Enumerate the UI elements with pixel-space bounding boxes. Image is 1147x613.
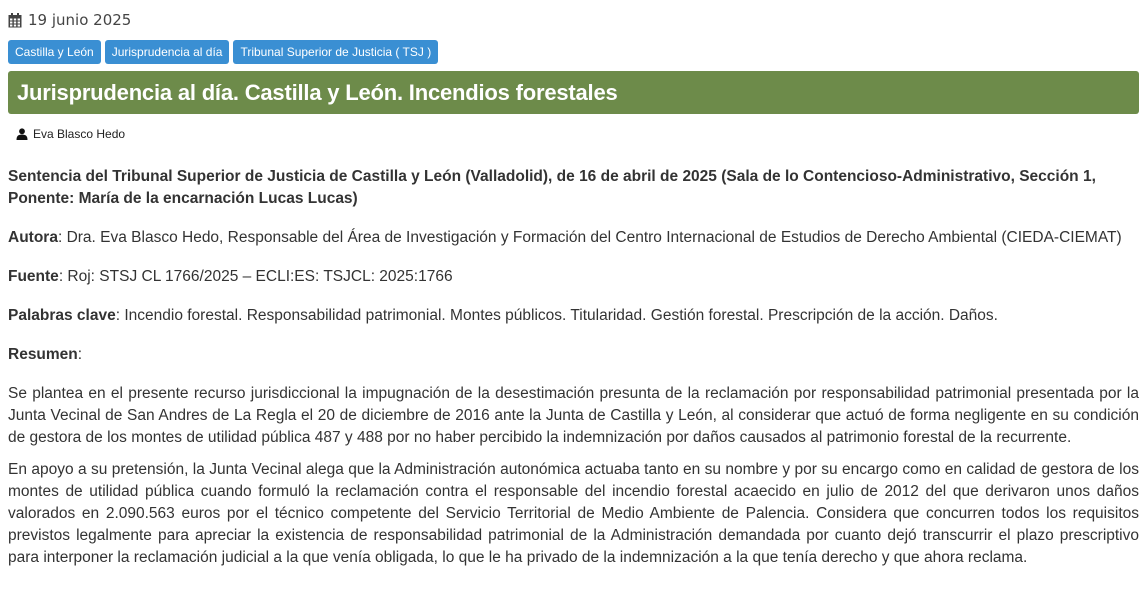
palabras-clave-value: : Incendio forestal. Responsabilidad patrimonial. Montes públicos. Titularidad. Gestión forestal. Prescripción de la acción. Daños.	[115, 307, 998, 324]
palabras-clave-line	[8, 305, 1139, 327]
tag-castilla-y-leon[interactable]: Castilla y León	[8, 40, 101, 64]
sentence-heading: Sentencia del Tribunal Superior de Justicia de Castilla y León (Valladolid), de 16 de abril de 2025 (Sala de lo Contencioso-Administrativo, Sección 1, Ponente: María de la encarnación Lucas Lucas)	[8, 168, 1096, 207]
summary-paragraph-1: Se plantea en el presente recurso jurisdiccional la impugnación de la desestimación presunta de la reclamación por responsabilidad patrimonial presentada por la Junta Vecinal de San Andres de La Regla el 20 de diciembre de 2016 ante la Junta de Castilla y León, al considerar que actuó de forma negligente en su condición de gestora de los montes de utilidad pública 487 y 488 por no haber percibido la indemnización por daños causados al patrimonio forestal de la recurrente.	[8, 385, 1139, 446]
fuente-line	[8, 266, 1139, 288]
user-icon	[16, 128, 28, 140]
fuente-value: : Roj: STSJ CL 1766/2025 – ECLI:ES: TSJCL: 2025:1766	[58, 268, 453, 285]
tag-list	[8, 40, 1139, 64]
publication-date	[8, 10, 1139, 30]
resumen-label: Resumen	[8, 346, 78, 363]
summary-paragraph-2: En apoyo a su pretensión, la Junta Vecinal alega que la Administración autonómica actuaba tanto en su nombre y por su encargo como en calidad de gestora de los montes de utilidad pública cuando formuló la reclamación contra el responsable del incendio forestal acaecido en julio de 2012 del que derivaron unos daños valorados en 2.090.563 euros por el técnico competente del Servicio Territorial de Medio Ambiente de Palencia. Considera que concurren todos los requisitos previstos legalmente para apreciar la existencia de responsabilidad patrimonial de la Administración demandada por cuanto dejó transcurrir el plazo prescriptivo para interponer la reclamación judicial a la que venía obligada, lo que le ha privado de la indemnización a la que tenía derecho y que ahora reclama.	[8, 461, 1139, 566]
fuente-label: Fuente	[8, 268, 59, 285]
resumen-colon: :	[77, 346, 83, 363]
autora-value: : Dra. Eva Blasco Hedo, Responsable del Área de Investigación y Formación del Centro Internacional de Estudios de Derecho Ambiental (CIEDA-CIEMAT)	[57, 229, 1122, 246]
article-body	[8, 166, 1139, 569]
title-banner	[8, 71, 1139, 114]
palabras-clave-label: Palabras clave	[8, 307, 116, 324]
autora-label: Autora	[8, 229, 58, 246]
date-text: 19 junio 2025	[28, 11, 132, 29]
author-byline	[16, 126, 1139, 142]
article-container	[0, 10, 1147, 569]
author-link[interactable]: Eva Blasco Hedo	[33, 127, 126, 141]
tag-tribunal-superior-de-justicia[interactable]: Tribunal Superior de Justicia ( TSJ )	[233, 40, 438, 64]
tag-jurisprudencia-al-dia[interactable]: Jurisprudencia al día	[105, 40, 230, 64]
autora-line	[8, 227, 1139, 249]
page-title: Jurisprudencia al día. Castilla y León. Incendios forestales	[17, 79, 618, 105]
calendar-icon	[8, 13, 22, 28]
resumen-line	[8, 344, 1139, 366]
